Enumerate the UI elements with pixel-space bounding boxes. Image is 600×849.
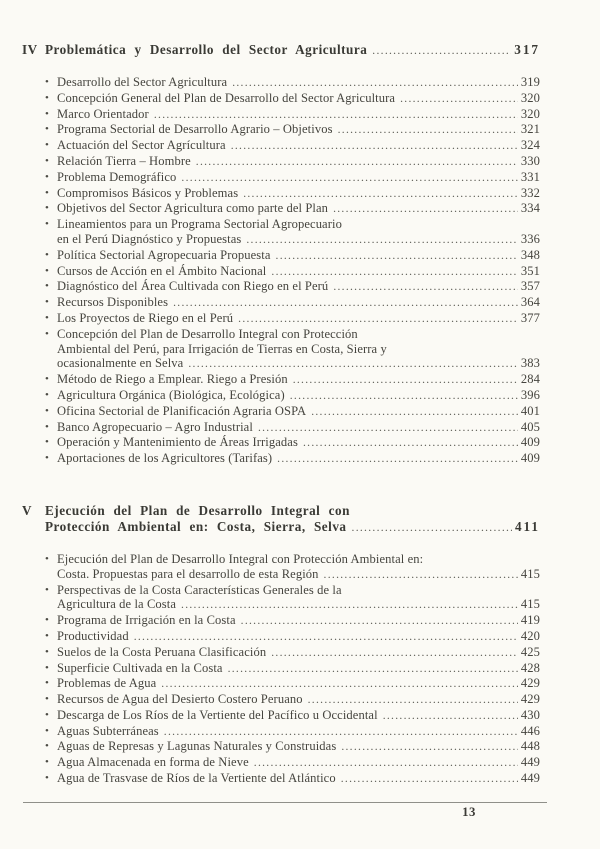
- toc-entry-line-text: Problemas de Agua: [57, 676, 157, 691]
- toc-entry-page-number: 449: [520, 771, 540, 786]
- toc-entry: [22, 295, 540, 311]
- dot-leader: [277, 452, 518, 467]
- dot-leader: [333, 202, 518, 217]
- toc-entry: [22, 739, 540, 755]
- toc-entry-line-text: Relación Tierra – Hombre: [57, 153, 191, 168]
- bullet-icon: •: [45, 296, 49, 309]
- toc-entry-line-text: Perspectivas de la Costa Características Generales de la: [57, 582, 342, 597]
- dot-leader: [276, 249, 518, 264]
- bullet-icon: •: [45, 436, 49, 449]
- bullet-icon: •: [45, 139, 49, 152]
- section-title-line: [45, 42, 540, 59]
- dot-leader: [232, 76, 518, 91]
- toc-entry-line-text: Programa Sectorial de Desarrollo Agrario – Objetivos: [57, 122, 333, 137]
- toc-entry-line-text: Agua Almacenada en forma de Nieve: [57, 755, 249, 770]
- toc-entry-body: [57, 186, 540, 202]
- toc-entry-page-number: 415: [520, 597, 540, 612]
- toc-entry: [22, 661, 540, 677]
- toc-entry-line-text: en el Perú Diagnóstico y Propuestas: [57, 231, 242, 246]
- toc-entry: [22, 692, 540, 708]
- toc-entry-page-number: 448: [520, 739, 540, 754]
- toc-entry-line-text: Política Sectorial Agropecuaria Propuesta: [57, 247, 271, 262]
- section-items: [22, 75, 540, 467]
- toc-entry-body: [57, 388, 540, 404]
- toc-entry-page-number: 425: [520, 644, 540, 659]
- toc-entry-page-number: 334: [520, 201, 540, 216]
- toc-entry-body: [57, 692, 540, 708]
- bullet-icon: •: [45, 248, 49, 261]
- toc-entry-body: [57, 138, 540, 154]
- toc-entry-line-text: Marco Orientador: [57, 106, 149, 121]
- toc-entry: [22, 645, 540, 661]
- dot-leader: [228, 662, 518, 677]
- dot-leader: [290, 389, 518, 404]
- toc-entry-line-text: Problema Demográfico: [57, 169, 177, 184]
- footer-divider: [23, 802, 547, 803]
- dot-leader: [352, 520, 512, 536]
- bullet-icon: •: [45, 708, 49, 721]
- toc-entry-line: [57, 404, 540, 420]
- dot-leader: [338, 123, 518, 138]
- bullet-icon: •: [45, 452, 49, 465]
- toc-entry-body: [57, 311, 540, 327]
- toc-entry-body: [57, 629, 540, 645]
- section-number: IV: [22, 42, 38, 57]
- toc-entry-page-number: 336: [520, 231, 540, 246]
- toc-entry-line: [57, 154, 540, 170]
- toc-entry-line-text: Aportaciones de los Agricultores (Tarifas): [57, 451, 273, 466]
- toc-entry-line: [57, 724, 540, 740]
- toc-entry-line: [57, 248, 540, 264]
- toc-entry-line: [57, 201, 540, 217]
- toc-entry: [22, 279, 540, 295]
- bullet-icon: •: [45, 740, 49, 753]
- toc-entry-line: [57, 613, 540, 629]
- toc-entry-line: [57, 264, 540, 280]
- dot-leader: [134, 630, 518, 645]
- toc-entry-page-number: 364: [520, 295, 540, 310]
- toc-entry: [22, 264, 540, 280]
- toc-entry-line-text: Aguas de Represas y Lagunas Naturales y Construidas: [57, 739, 337, 754]
- section-items: [22, 552, 540, 787]
- bullet-icon: •: [45, 154, 49, 167]
- section-heading: [22, 42, 540, 59]
- toc-entry-line: [57, 739, 540, 755]
- toc-entry-line: [57, 676, 540, 692]
- toc-entry: [22, 629, 540, 645]
- toc-entry-line: [57, 420, 540, 436]
- toc-entry-body: [57, 420, 540, 436]
- toc-entry: [22, 327, 540, 372]
- toc-entry-line: [57, 170, 540, 186]
- toc-entry-line: [57, 122, 540, 138]
- toc-entry-line: [57, 217, 540, 232]
- bullet-icon: •: [45, 420, 49, 433]
- dot-leader: [324, 568, 518, 583]
- toc-entry: [22, 75, 540, 91]
- toc-entry-line-text: Operación y Mantenimiento de Áreas Irrigadas: [57, 435, 298, 450]
- toc-entry: [22, 420, 540, 436]
- toc-entry: [22, 404, 540, 420]
- section-heading: [22, 503, 540, 536]
- toc-entry-line-text: Costa. Propuestas para el desarrollo de esta Región: [57, 566, 319, 581]
- footer-page-number: 13: [462, 805, 476, 819]
- dot-leader: [246, 233, 518, 248]
- toc-entry-line: [57, 692, 540, 708]
- toc-entry: [22, 388, 540, 404]
- bullet-icon: •: [45, 756, 49, 769]
- toc-entry-page-number: 409: [520, 435, 540, 450]
- toc-entry-body: [57, 75, 540, 91]
- dot-leader: [271, 265, 517, 280]
- toc-entry-body: [57, 217, 540, 248]
- section-page-number: 411: [514, 518, 540, 534]
- toc-entry-body: [57, 583, 540, 614]
- bullet-icon: •: [45, 186, 49, 199]
- bullet-icon: •: [45, 107, 49, 120]
- bullet-icon: •: [45, 645, 49, 658]
- bullet-icon: •: [45, 614, 49, 627]
- bullet-icon: •: [45, 76, 49, 88]
- toc-entry-body: [57, 552, 540, 583]
- bullet-icon: •: [45, 218, 49, 231]
- toc-entry-line-text: Ambiental del Perú, para Irrigación de Tierras en Costa, Sierra y: [57, 341, 387, 356]
- section-number: V: [22, 502, 33, 518]
- bullet-icon: •: [45, 311, 49, 324]
- toc-entry-page-number: 320: [520, 106, 540, 121]
- toc-entry-body: [57, 107, 540, 123]
- toc-entry-body: [57, 661, 540, 677]
- dot-leader: [181, 171, 517, 186]
- toc-entry: [22, 676, 540, 692]
- dot-leader: [154, 108, 518, 123]
- toc-entry-body: [57, 170, 540, 186]
- bullet-icon: •: [45, 629, 49, 642]
- toc-entry-body: [57, 676, 540, 692]
- toc-entry-page-number: 331: [520, 169, 540, 184]
- dot-leader: [231, 139, 518, 154]
- bullet-icon: •: [45, 552, 49, 565]
- toc-entry-line: [57, 388, 540, 404]
- toc-entry-body: [57, 122, 540, 138]
- toc-entry-line: [57, 311, 540, 327]
- bullet-icon: •: [45, 170, 49, 183]
- dot-leader: [258, 421, 518, 436]
- toc-entry-line-text: Método de Riego a Emplear. Riego a Presión: [57, 372, 288, 387]
- bullet-icon: •: [45, 373, 49, 386]
- bullet-icon: •: [45, 202, 49, 215]
- dot-leader: [173, 296, 518, 311]
- toc-entry-page-number: 396: [520, 387, 540, 402]
- toc-entry-line: [57, 661, 540, 677]
- toc-entry-page-number: 429: [520, 676, 540, 691]
- toc-entry-body: [57, 154, 540, 170]
- toc-entry: [22, 248, 540, 264]
- toc-entry-body: [57, 295, 540, 311]
- toc-entry-body: [57, 755, 540, 771]
- toc-entry-line-text: Oficina Sectorial de Planificación Agraria OSPA: [57, 403, 307, 418]
- dot-leader: [181, 598, 518, 613]
- toc-entry-line-text: Concepción General del Plan de Desarrollo del Sector Agricultura: [57, 90, 396, 105]
- toc-entry-page-number: 409: [520, 451, 540, 466]
- toc-entry-page-number: 428: [520, 660, 540, 675]
- toc-entry-line-text: Diagnóstico del Área Cultivada con Riego en el Perú: [57, 279, 329, 294]
- dot-leader: [188, 357, 518, 372]
- bullet-icon: •: [45, 583, 49, 596]
- toc-entry-line: [57, 75, 540, 91]
- toc-entry-page-number: 284: [520, 372, 540, 387]
- section-title-line: [45, 503, 540, 519]
- toc-entry-line: [57, 295, 540, 311]
- dot-leader: [341, 772, 518, 787]
- bullet-icon: •: [45, 404, 49, 417]
- toc-entry-line: [57, 567, 540, 583]
- toc-entry-body: [57, 739, 540, 755]
- toc-entry: [22, 217, 540, 248]
- dot-leader: [303, 436, 518, 451]
- toc-entry-page-number: 377: [520, 310, 540, 325]
- section-title-line-text: Problemática y Desarrollo del Sector Agricultura: [45, 42, 368, 57]
- bullet-icon: •: [45, 91, 49, 104]
- toc-entry: [22, 552, 540, 583]
- dot-leader: [241, 614, 518, 629]
- toc-entry-line: [57, 435, 540, 451]
- toc-entry-page-number: 330: [520, 153, 540, 168]
- bullet-icon: •: [45, 388, 49, 401]
- toc-entry-line: [57, 232, 540, 248]
- toc-entry-line-text: Descarga de Los Ríos de la Vertiente del Pacífico u Occidental: [57, 707, 378, 722]
- toc-entry-body: [57, 372, 540, 388]
- toc-entry: [22, 613, 540, 629]
- dot-leader: [196, 155, 518, 170]
- dot-leader: [311, 405, 518, 420]
- toc-entry-page-number: 348: [520, 247, 540, 262]
- dot-leader: [308, 693, 518, 708]
- toc-entry-line: [57, 279, 540, 295]
- bullet-icon: •: [45, 693, 49, 706]
- toc-entry-body: [57, 404, 540, 420]
- toc-entry-page-number: 332: [520, 185, 540, 200]
- dot-leader: [254, 756, 518, 771]
- toc-entry: [22, 122, 540, 138]
- bullet-icon: •: [45, 280, 49, 293]
- section-title-line-text: Protección Ambiental en: Costa, Sierra, Selva: [45, 518, 347, 534]
- toc-section-v: [22, 503, 540, 787]
- bullet-icon: •: [45, 123, 49, 136]
- toc-entry: [22, 372, 540, 388]
- toc-entry-line: [57, 552, 540, 567]
- toc-entry-line-text: Recursos de Agua del Desierto Costero Peruano: [57, 692, 303, 707]
- toc-entry-line-text: Banco Agropecuario – Agro Industrial: [57, 419, 253, 434]
- toc-entry-line: [57, 342, 540, 357]
- toc-entry-body: [57, 451, 540, 467]
- toc-entry-page-number: 324: [520, 138, 540, 153]
- toc-entry-line-text: Actuación del Sector Agrícultura: [57, 138, 226, 153]
- toc-entry: [22, 138, 540, 154]
- toc-entry-page-number: 405: [520, 419, 540, 434]
- toc-entry: [22, 170, 540, 186]
- toc-entry-line-text: Compromisos Básicos y Problemas: [57, 185, 239, 200]
- toc-entry-line: [57, 107, 540, 123]
- toc-entry-page-number: 383: [520, 356, 540, 371]
- toc-entry-page-number: 429: [520, 692, 540, 707]
- toc-entry-page-number: 446: [520, 723, 540, 738]
- section-page-number: 317: [514, 42, 540, 57]
- dot-leader: [161, 677, 518, 692]
- toc-entry-line: [57, 138, 540, 154]
- toc-entry-line-text: Los Proyectos de Riego en el Perú: [57, 310, 234, 325]
- toc-entry-body: [57, 613, 540, 629]
- toc-entry-line-text: Concepción del Plan de Desarrollo Integral con Protección: [57, 326, 358, 341]
- dot-leader: [341, 740, 518, 755]
- toc-entry-line-text: Suelos de la Costa Peruana Clasificación: [57, 644, 267, 659]
- toc-entry-page-number: 321: [520, 122, 540, 137]
- toc-entry-body: [57, 724, 540, 740]
- toc-entry: [22, 154, 540, 170]
- toc-entry-line: [57, 708, 540, 724]
- toc-entry-line-text: Agricultura de la Costa: [57, 597, 177, 612]
- bullet-icon: •: [45, 772, 49, 785]
- bullet-icon: •: [45, 264, 49, 277]
- toc-entry-body: [57, 435, 540, 451]
- toc-entry-line-text: Productividad: [57, 628, 129, 643]
- bullet-icon: •: [45, 661, 49, 674]
- toc-entry: [22, 107, 540, 123]
- toc-entry-body: [57, 248, 540, 264]
- toc-entry-body: [57, 264, 540, 280]
- toc-entry-page-number: 357: [520, 279, 540, 294]
- toc-entry-page-number: 415: [520, 566, 540, 581]
- toc-entry: [22, 311, 540, 327]
- dot-leader: [400, 92, 518, 107]
- toc-entry-line-text: Objetivos del Sector Agricultura como parte del Plan: [57, 201, 329, 216]
- toc-entry-line: [57, 91, 540, 107]
- dot-leader: [333, 280, 518, 295]
- toc-entry: [22, 186, 540, 202]
- toc-entry-line-text: Superficie Cultivada en la Costa: [57, 660, 223, 675]
- toc-entry-page-number: 319: [520, 75, 540, 89]
- toc-entry-page-number: 351: [520, 263, 540, 278]
- toc-entry-line: [57, 629, 540, 645]
- dot-leader: [271, 646, 518, 661]
- toc-entry: [22, 771, 540, 787]
- toc-entry-body: [57, 201, 540, 217]
- toc-entry-line-text: Desarrollo del Sector Agricultura: [57, 75, 228, 89]
- toc-entry-body: [57, 279, 540, 295]
- toc-entry: [22, 435, 540, 451]
- dot-leader: [293, 373, 518, 388]
- toc-entry-line: [57, 771, 540, 787]
- toc-entry-line: [57, 451, 540, 467]
- toc-entry-line-text: Programa de Irrigación en la Costa: [57, 613, 236, 628]
- dot-leader: [372, 43, 511, 59]
- toc-entry-line-text: ocasionalmente en Selva: [57, 356, 184, 371]
- toc-entry-line-text: Cursos de Acción en el Ámbito Nacional: [57, 263, 267, 278]
- toc-entry-line: [57, 327, 540, 342]
- toc-entry-page-number: 420: [520, 628, 540, 643]
- toc-entry-line-text: Lineamientos para un Programa Sectorial Agropecuario: [57, 217, 342, 232]
- bullet-icon: •: [45, 724, 49, 737]
- toc-entry-body: [57, 91, 540, 107]
- toc-entry: [22, 708, 540, 724]
- toc-entry-line: [57, 645, 540, 661]
- toc-entry-page-number: 419: [520, 613, 540, 628]
- bullet-icon: •: [45, 677, 49, 690]
- toc-entry: [22, 583, 540, 614]
- toc-entry-line: [57, 583, 540, 598]
- toc-entry-body: [57, 327, 540, 372]
- toc-entry-page-number: 401: [520, 403, 540, 418]
- section-title: [45, 503, 540, 536]
- toc-entry-line-text: Ejecución del Plan de Desarrollo Integral con Protección Ambiental en:: [57, 551, 424, 566]
- toc-entry-line-text: Agricultura Orgánica (Biológica, Ecológica): [57, 387, 285, 402]
- toc-entry-body: [57, 771, 540, 787]
- section-title-line: [45, 519, 540, 536]
- toc-section-iv: [22, 42, 540, 467]
- section-title-line-text: Ejecución del Plan de Desarrollo Integral con: [45, 502, 350, 518]
- toc-entry-body: [57, 645, 540, 661]
- dot-leader: [243, 187, 518, 202]
- toc-entry-line-text: Aguas Subterráneas: [57, 723, 159, 738]
- toc-entry: [22, 724, 540, 740]
- toc-entry-line: [57, 186, 540, 202]
- toc-entry-line-text: Recursos Disponibles: [57, 295, 169, 310]
- toc-entry-line: [57, 755, 540, 771]
- bullet-icon: •: [45, 327, 49, 340]
- toc-entry-body: [57, 708, 540, 724]
- toc-entry-line: [57, 356, 540, 372]
- toc-entry-line: [57, 597, 540, 613]
- dot-leader: [383, 709, 518, 724]
- toc-entry: [22, 451, 540, 467]
- toc-entry: [22, 91, 540, 107]
- dot-leader: [238, 312, 518, 327]
- toc-entry-line-text: Agua de Trasvase de Ríos de la Vertiente del Atlántico: [57, 771, 336, 786]
- section-title: [45, 42, 540, 59]
- toc-entry: [22, 755, 540, 771]
- toc-entry-page-number: 449: [520, 755, 540, 770]
- toc-entry-page-number: 320: [520, 90, 540, 105]
- dot-leader: [164, 725, 518, 740]
- toc-entry: [22, 201, 540, 217]
- toc-entry-line: [57, 372, 540, 388]
- toc-entry-page-number: 430: [520, 707, 540, 722]
